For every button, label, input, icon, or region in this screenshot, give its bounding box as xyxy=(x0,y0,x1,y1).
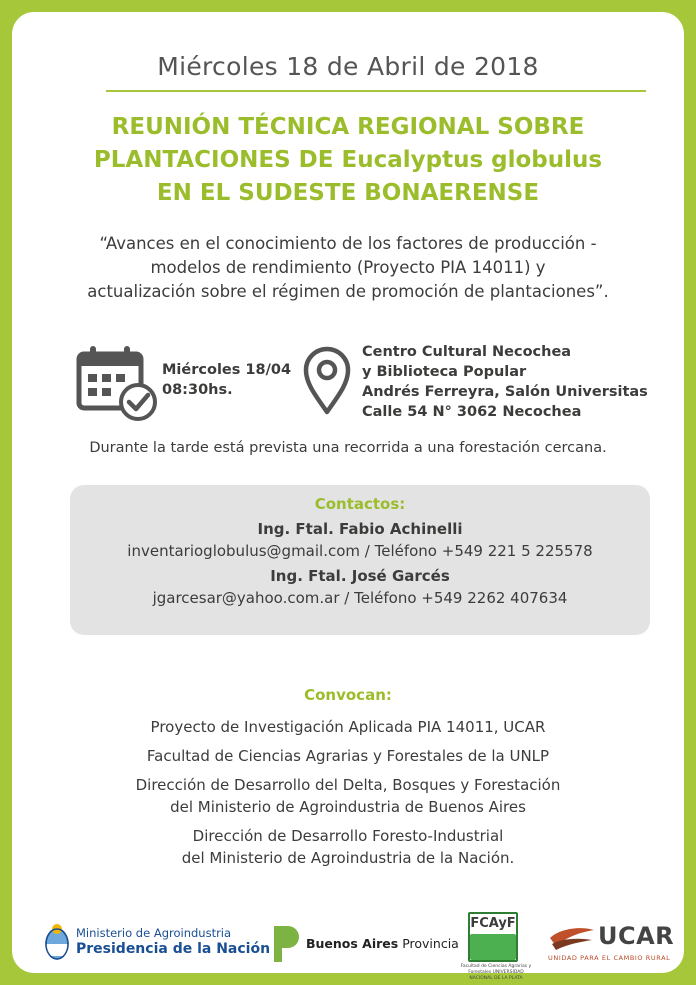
divider xyxy=(106,90,646,92)
title-line: REUNIÓN TÉCNICA REGIONAL SOBRE xyxy=(111,114,585,140)
list-item xyxy=(12,774,684,818)
contacts-panel xyxy=(70,485,650,635)
list-item xyxy=(12,825,684,869)
calendar-check-icon xyxy=(76,344,160,422)
list-item-line: Facultad de Ciencias Agrarias y Forestales de la UNLP xyxy=(146,747,550,765)
afternoon-note: Durante la tarde está prevista una recorrida a una forestación cercana. xyxy=(89,440,607,456)
location-line: Centro Cultural Necochea xyxy=(362,344,572,360)
contact-detail[interactable]: jgarcesar@yahoo.com.ar / Teléfono +549 2262 407634 xyxy=(152,589,568,607)
list-item-line: Dirección de Desarrollo del Delta, Bosques y Forestación xyxy=(135,776,561,794)
list-item-line: Dirección de Desarrollo Foresto-Industrial xyxy=(192,827,504,845)
event-subtitle xyxy=(52,232,644,304)
event-day: Miércoles 18/04 xyxy=(162,362,292,378)
list-item-line: del Ministerio de Agroindustria de la Nación. xyxy=(181,849,515,867)
buenos-aires-logo xyxy=(270,922,459,966)
contact-name: Ing. Ftal. Fabio Achinelli xyxy=(257,520,463,538)
ministerio-line1: Ministerio de Agroindustria xyxy=(76,926,232,940)
location-line: Andrés Ferreyra, Salón Universitas xyxy=(362,384,648,400)
list-item-line: Proyecto de Investigación Aplicada PIA 14011, UCAR xyxy=(150,718,546,736)
buenos-aires-bold: Buenos Aires xyxy=(306,936,399,951)
fcayf-caption: Facultad de Ciencias Agrarias y Forestales UNIVERSIDAD NACIONAL DE LA PLATA xyxy=(460,964,532,981)
contact-detail[interactable]: inventarioglobulus@gmail.com / Teléfono +549 221 5 225578 xyxy=(127,542,593,560)
fcayf-landscape-icon xyxy=(470,934,516,960)
subtitle-line: “Avances en el conocimiento de los factores de producción - xyxy=(99,234,597,253)
fcayf-name: FCAyF xyxy=(470,916,516,931)
event-time: 08:30hs. xyxy=(162,382,233,398)
list-item-line: del Ministerio de Agroindustria de Buenos Aires xyxy=(170,798,526,816)
contact-name: Ing. Ftal. José Garcés xyxy=(270,567,450,585)
event-details xyxy=(12,338,684,428)
ministerio-logo xyxy=(44,922,271,966)
list-item xyxy=(12,745,684,767)
event-location xyxy=(362,342,648,422)
ministerio-line2: Presidencia de la Nación xyxy=(76,941,271,957)
ucar-name: UCAR xyxy=(598,922,675,950)
location-pin-icon xyxy=(302,346,352,416)
event-title xyxy=(12,111,684,210)
buenos-aires-mark-icon xyxy=(270,924,300,964)
buenos-aires-text xyxy=(306,936,459,951)
location-line: Calle 54 N° 3062 Necochea xyxy=(362,404,582,420)
sponsor-logos xyxy=(12,910,684,980)
ucar-tagline: UNIDAD PARA EL CAMBIO RURAL xyxy=(548,954,671,962)
ucar-logo xyxy=(548,920,680,970)
title-line: EN EL SUDESTE BONAERENSE xyxy=(156,180,540,206)
contacts-title: Contactos: xyxy=(314,495,406,513)
convocan-list xyxy=(12,716,684,876)
species-name: Eucalyptus globulus xyxy=(341,147,603,173)
convocan-title: Convocan: xyxy=(304,686,392,704)
argentina-shield-icon xyxy=(44,922,70,962)
buenos-aires-rest: Provincia xyxy=(398,936,459,951)
ucar-swoosh-icon xyxy=(548,924,596,950)
list-item xyxy=(12,716,684,738)
location-line: y Biblioteca Popular xyxy=(362,364,527,380)
fcayf-logo xyxy=(460,910,540,981)
event-when xyxy=(162,360,291,400)
subtitle-line: actualización sobre el régimen de promoción de plantaciones”. xyxy=(87,282,609,301)
event-date-header: Miércoles 18 de Abril de 2018 xyxy=(157,52,539,81)
subtitle-line: modelos de rendimiento (Proyecto PIA 14011) y xyxy=(150,258,546,277)
flyer-card xyxy=(12,12,684,981)
title-line: PLANTACIONES DE Eucalyptus globulus xyxy=(93,147,603,173)
